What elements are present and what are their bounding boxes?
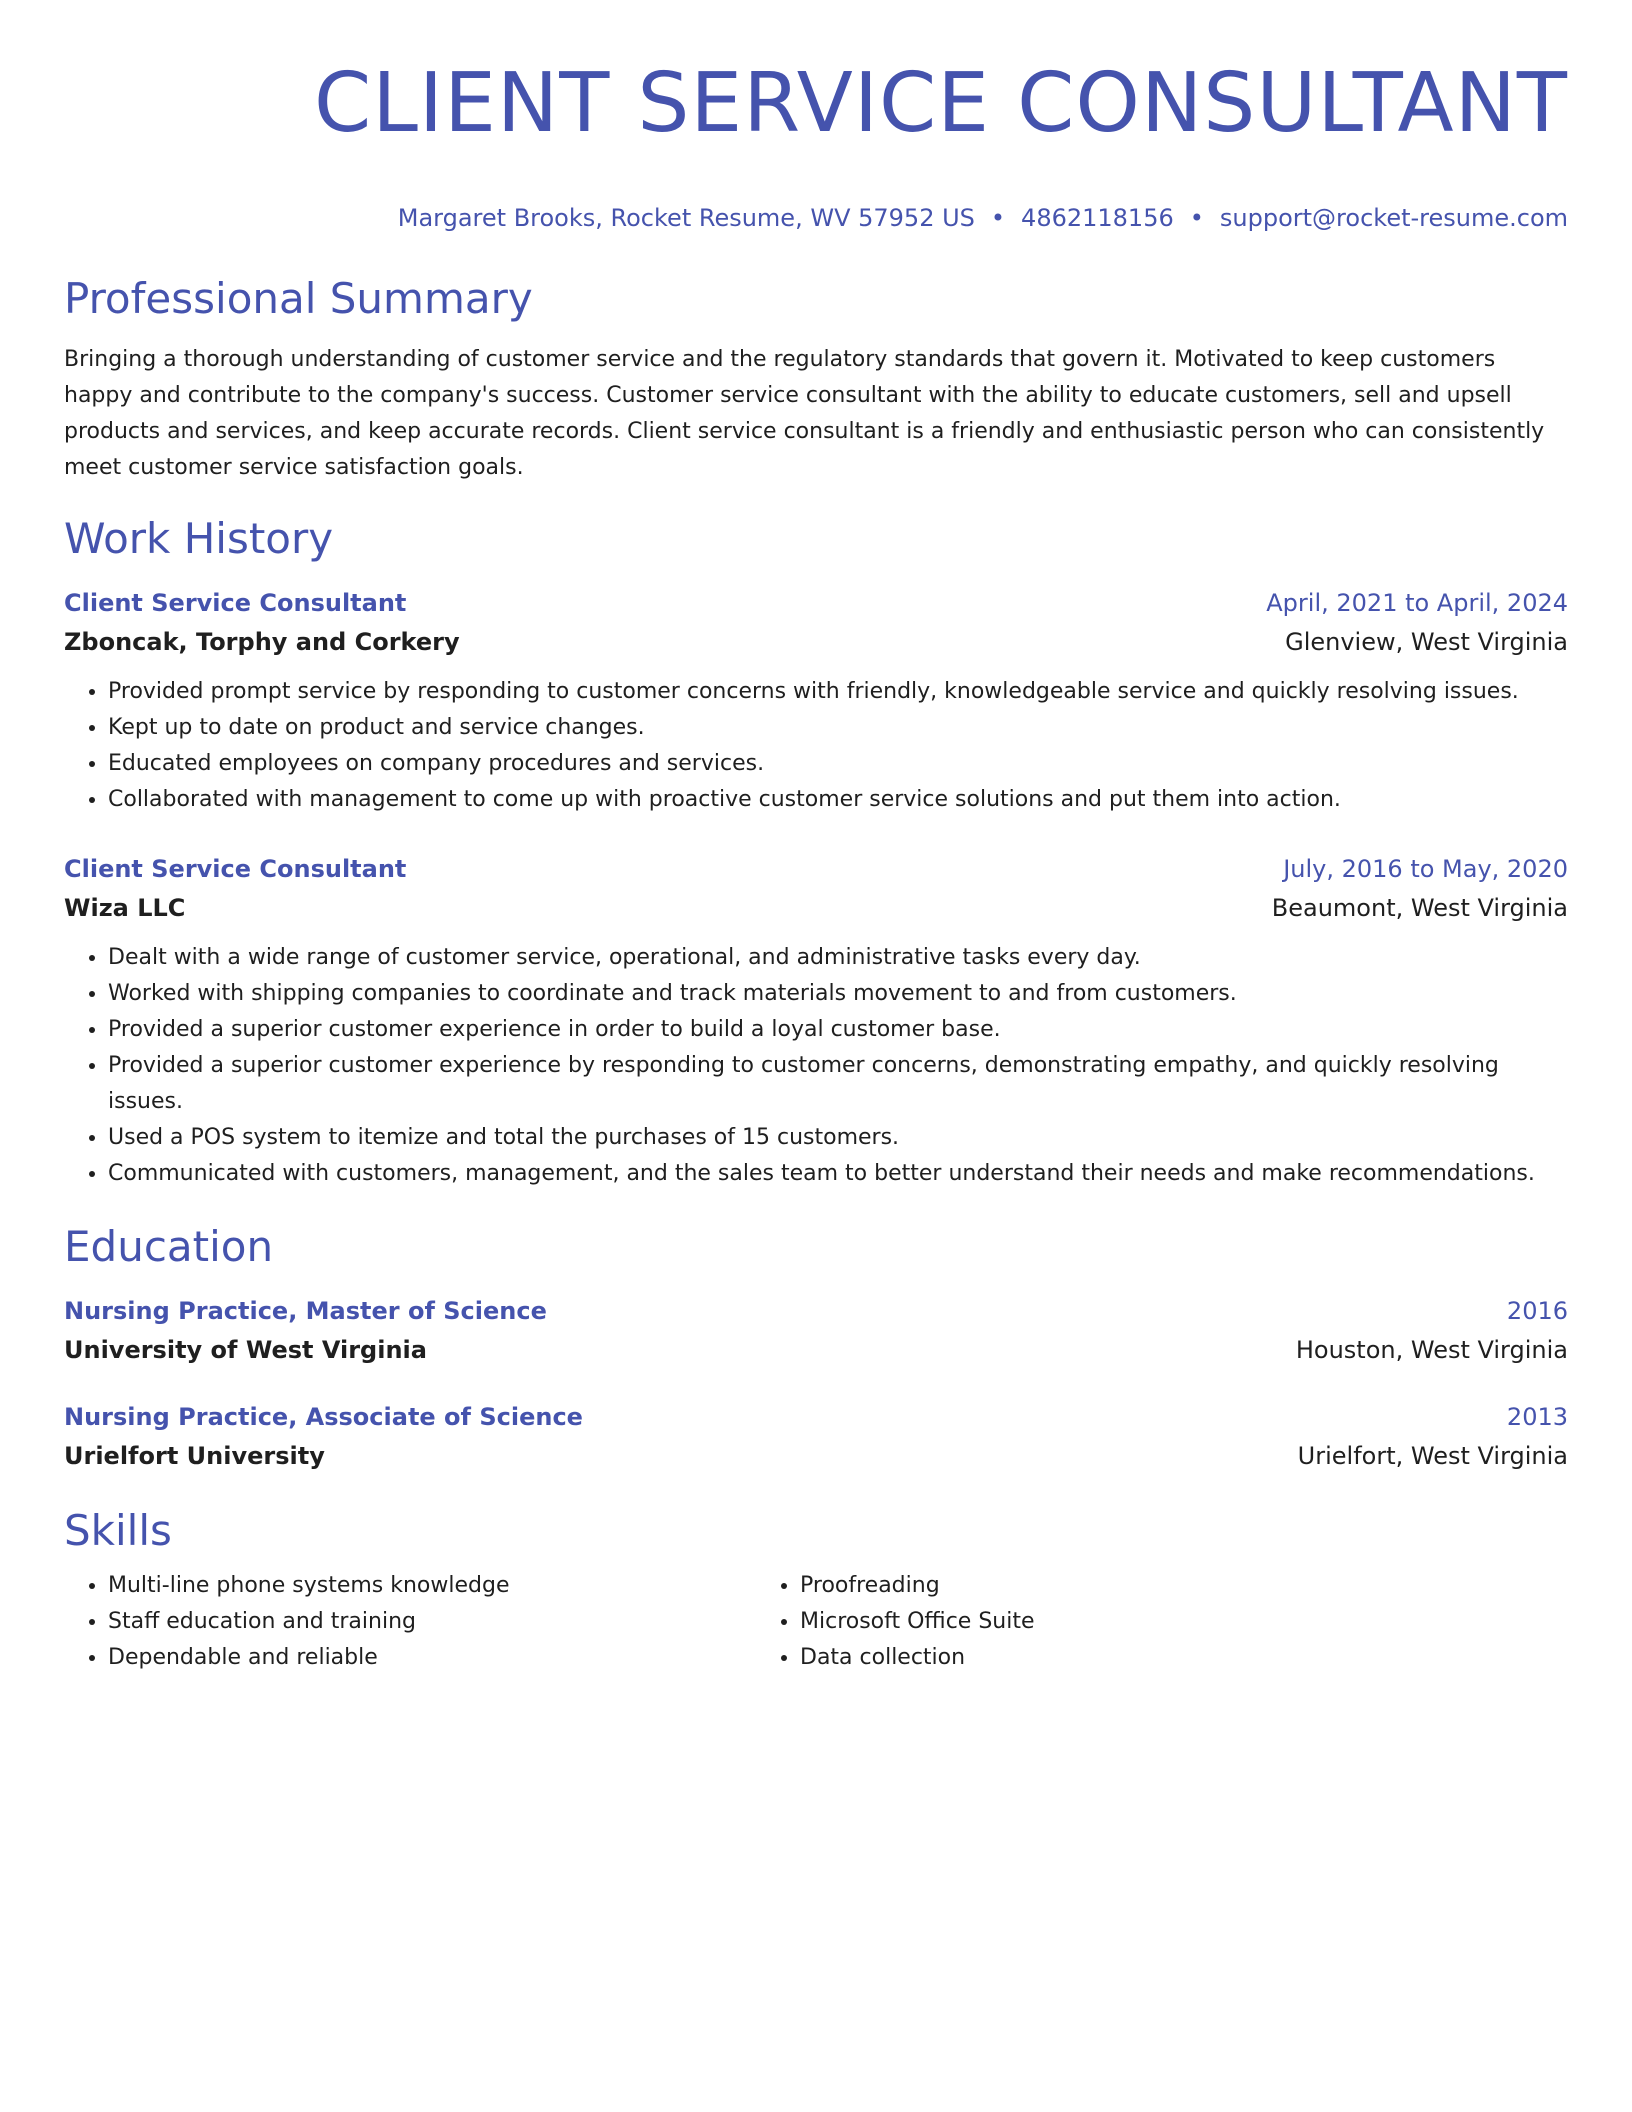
resume-header bbox=[64, 0, 1568, 234]
job-role: Client Service Consultant bbox=[64, 855, 407, 883]
skill-item: • Proofreading bbox=[800, 1568, 1448, 1604]
skills-column-right bbox=[756, 1568, 1448, 1676]
job-entry bbox=[64, 850, 1568, 1192]
job-role: Client Service Consultant bbox=[64, 589, 407, 617]
education-heading: Education bbox=[64, 1222, 274, 1271]
education-location: Urielfort, West Virginia bbox=[1297, 1442, 1568, 1470]
skills-heading: Skills bbox=[64, 1506, 172, 1555]
job-bullet: • Worked with shipping companies to coordinate and track materials movement to and from customers. bbox=[108, 976, 1568, 1012]
job-company: Wiza LLC bbox=[64, 894, 186, 922]
job-dates: April, 2021 to April, 2024 bbox=[1266, 589, 1568, 617]
education-school: Urielfort University bbox=[64, 1442, 325, 1470]
skill-item: • Multi-line phone systems knowledge bbox=[108, 1568, 756, 1604]
skills-list bbox=[64, 1568, 1568, 1676]
work-history-heading: Work History bbox=[64, 514, 334, 563]
job-bullets bbox=[64, 940, 1568, 1192]
education-entry bbox=[64, 1398, 1568, 1476]
job-bullet: • Kept up to date on product and service changes. bbox=[108, 710, 1568, 746]
skill-item: • Dependable and reliable bbox=[108, 1640, 756, 1676]
education-degree: Nursing Practice, Master of Science bbox=[64, 1297, 547, 1325]
education-year: 2013 bbox=[1506, 1403, 1568, 1431]
contact-separator: • bbox=[990, 204, 1006, 232]
job-dates: July, 2016 to May, 2020 bbox=[1283, 855, 1568, 883]
job-bullet: • Used a POS system to itemize and total the purchases of 15 customers. bbox=[108, 1120, 1568, 1156]
summary-text: Bringing a thorough understanding of customer service and the regulatory standards that govern it. Motivated to keep customers happy and contribute to the company's success. Customer service consultant with the ability to educate customers, sell and upsell products and services, and keep accurate records. Client service consultant is a friendly and enthusiastic person who can consistently meet customer service satisfaction goals. bbox=[64, 347, 1545, 480]
summary-heading: Professional Summary bbox=[64, 274, 533, 323]
education-entry bbox=[64, 1292, 1568, 1370]
skill-item: • Microsoft Office Suite bbox=[800, 1604, 1448, 1640]
job-company: Zboncak, Torphy and Corkery bbox=[64, 628, 460, 656]
skill-item: • Data collection bbox=[800, 1640, 1448, 1676]
education-degree: Nursing Practice, Associate of Science bbox=[64, 1403, 583, 1431]
education-year: 2016 bbox=[1506, 1297, 1568, 1325]
resume-title: CLIENT SERVICE CONSULTANT bbox=[313, 56, 1568, 151]
job-bullet: • Collaborated with management to come up with proactive customer service solutions and put them into action. bbox=[108, 782, 1568, 818]
skill-item: • Staff education and training bbox=[108, 1604, 756, 1640]
job-entry bbox=[64, 584, 1568, 818]
job-bullets bbox=[64, 674, 1568, 818]
contact-separator: • bbox=[1189, 204, 1204, 232]
job-bullet: • Provided a superior customer experience in order to build a loyal customer base. bbox=[108, 1012, 1568, 1048]
job-bullet: • Educated employees on company procedures and services. bbox=[108, 746, 1568, 782]
contact-phone: 4862118156 bbox=[1021, 204, 1174, 232]
job-location: Glenview, West Virginia bbox=[1285, 628, 1568, 656]
job-location: Beaumont, West Virginia bbox=[1271, 894, 1568, 922]
job-bullet: • Provided a superior customer experience by responding to customer concerns, demonstrating empathy, and quickly resolving issues. bbox=[108, 1048, 1568, 1120]
education-school: University of West Virginia bbox=[64, 1336, 427, 1364]
education-location: Houston, West Virginia bbox=[1295, 1336, 1568, 1364]
contact-email[interactable]: support@rocket-resume.com bbox=[1219, 204, 1568, 232]
job-bullet: • Provided prompt service by responding to customer concerns with friendly, knowledgeable service and quickly resolving issues. bbox=[108, 674, 1568, 710]
contact-line bbox=[64, 202, 1568, 234]
job-bullet: • Communicated with customers, management, and the sales team to better understand their needs and make recommendations. bbox=[108, 1156, 1568, 1192]
contact-address: Margaret Brooks, Rocket Resume, WV 57952 US bbox=[397, 204, 975, 232]
skills-column-left bbox=[64, 1568, 756, 1676]
job-bullet: • Dealt with a wide range of customer service, operational, and administrative tasks every day. bbox=[108, 940, 1568, 976]
